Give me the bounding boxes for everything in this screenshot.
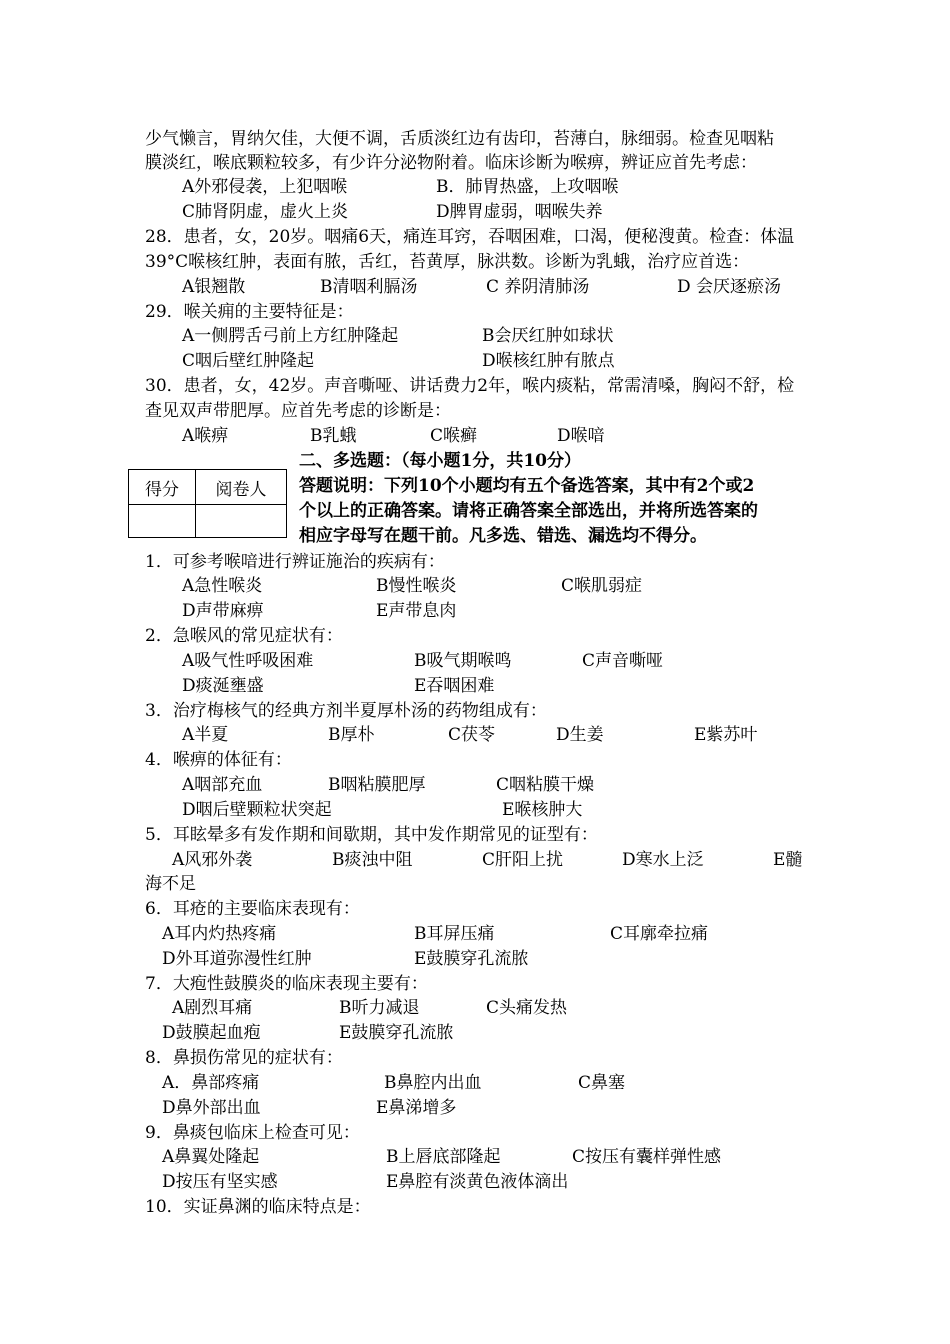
q30-option-d: D喉喑 [557,426,605,446]
q27-option-c: C肺肾阴虚，虚火上炎 [182,202,349,222]
m7-option-d: D鼓膜起血疱 [162,1023,261,1043]
m9-option-b: B上唇底部隆起 [386,1147,501,1167]
m3-option-b: B厚朴 [328,725,375,745]
m5-option-d: D寒水上泛 [622,850,704,870]
m2-option-c: C声音嘶哑 [582,651,664,671]
m5-stem: 5．耳眩晕多有发作期和间歇期，其中发作期常见的证型有： [145,825,598,845]
q27-option-d: D脾胃虚弱，咽喉失养 [436,202,603,222]
m1-option-d: D声带麻痹 [182,601,264,621]
m6-stem: 6．耳疮的主要临床表现有： [145,899,360,919]
q28-stem-line1: 28．患者，女，20岁。咽痛6天，痛连耳窍，吞咽困难，口渴，便秘溲黄。检查：体温 [145,227,795,247]
m2-option-d: D痰涎壅盛 [182,676,264,696]
m4-option-e: E喉核肿大 [502,800,583,820]
q29-option-c: C咽后壁红肿隆起 [182,351,315,371]
m1-option-a: A急性喉炎 [182,576,263,596]
q27-stem-line2: 膜淡红，喉底颗粒较多，有少许分泌物附着。临床诊断为喉痹，辨证应首先考虑： [145,153,757,173]
m1-stem: 1．可参考喉喑进行辨证施治的疾病有： [145,552,445,572]
q30-option-b: B乳蛾 [310,426,357,446]
m1-option-b: B慢性喉炎 [376,576,457,596]
q29-option-a: A一侧腭舌弓前上方红肿隆起 [182,326,399,346]
m1-option-e: E声带息肉 [376,601,457,621]
m8-option-c: C鼻塞 [578,1073,626,1093]
m4-stem: 4．喉痹的体征有： [145,750,292,770]
m3-option-d: D生姜 [556,725,604,745]
m2-option-a: A吸气性呼吸困难 [182,651,314,671]
section-title: 二、多选题：（每小题1分，共10分） [299,451,581,471]
m5-option-a: A风邪外袭 [172,850,253,870]
q30-stem-line1: 30．患者，女，42岁。声音嘶哑、讲话费力2年，喉内痰粘，常需清嗓，胸闷不舒，检 [145,376,795,396]
m6-option-c: C耳廓牵拉痛 [610,924,709,944]
m5-option-e-cont: 海不足 [145,874,196,894]
q29-stem: 29．喉关痈的主要特征是： [145,302,354,322]
score-value-cell [129,505,196,538]
m4-option-a: A咽部充血 [182,775,263,795]
q27-option-b: B．肺胃热盛，上攻咽喉 [436,177,619,197]
m9-stem: 9．鼻痰包临床上检查可见： [145,1123,360,1143]
instructions-line1: 答题说明：下列10个小题均有五个备选答案，其中有2个或2 [299,476,755,496]
m8-stem: 8．鼻损伤常见的症状有： [145,1048,343,1068]
m6-option-e: E鼓膜穿孔流脓 [414,949,529,969]
q27-option-a: A外邪侵袭，上犯咽喉 [182,177,348,197]
m1-option-c: C喉肌弱症 [561,576,643,596]
instructions-line3: 相应字母写在题干前。凡多选、错选、漏选均不得分。 [299,526,707,546]
m2-option-b: B吸气期喉鸣 [414,651,512,671]
m7-option-a: A剧烈耳痛 [172,998,253,1018]
m9-option-e: E鼻腔有淡黄色液体滴出 [386,1172,569,1192]
q30-option-a: A喉痹 [182,426,229,446]
q27-stem-line1: 少气懒言，胃纳欠佳，大便不调，舌质淡红边有齿印，苔薄白，脉细弱。检查见咽粘 [145,129,774,149]
m9-option-c: C按压有囊样弹性感 [572,1147,722,1167]
m6-option-b: B耳屏压痛 [414,924,495,944]
m5-option-e: E髓 [773,850,803,870]
q29-option-b: B会厌红肿如球状 [482,326,614,346]
m2-option-e: E吞咽困难 [414,676,495,696]
m9-option-a: A鼻翼处隆起 [162,1147,260,1167]
m5-option-c: C肝阳上扰 [482,850,564,870]
q28-option-b: B清咽利膈汤 [320,277,418,297]
m4-option-c: C咽粘膜干燥 [496,775,595,795]
m10-stem: 10．实证鼻渊的临床特点是： [145,1197,371,1217]
score-table [128,469,287,538]
q29-option-d: D喉核红肿有脓点 [482,351,615,371]
score-label-cell: 得分 [129,470,196,505]
m8-option-d: D鼻外部出血 [162,1098,261,1118]
m3-stem: 3．治疗梅核气的经典方剂半夏厚朴汤的药物组成有： [145,701,547,721]
m2-stem: 2．急喉风的常见症状有： [145,626,343,646]
m7-option-e: E鼓膜穿孔流脓 [339,1023,454,1043]
m7-option-b: B听力减退 [339,998,420,1018]
m7-option-c: C头痛发热 [486,998,568,1018]
m6-option-d: D外耳道弥漫性红肿 [162,949,312,969]
m8-option-e: E鼻涕增多 [376,1098,457,1118]
q28-option-a: A银翘散 [182,277,246,297]
m4-option-d: D咽后壁颗粒状突起 [182,800,332,820]
m8-option-b: B鼻腔内出血 [384,1073,482,1093]
m8-option-a: A．鼻部疼痛 [162,1073,260,1093]
m6-option-a: A耳内灼热疼痛 [162,924,277,944]
reviewer-value-cell [196,505,287,538]
m4-option-b: B咽粘膜肥厚 [328,775,426,795]
m3-option-a: A半夏 [182,725,229,745]
m9-option-d: D按压有坚实感 [162,1172,278,1192]
q28-option-d: D 会厌逐瘀汤 [677,277,782,297]
reviewer-label-cell: 阅卷人 [196,470,287,505]
q28-option-c: C 养阴清肺汤 [486,277,590,297]
m3-option-e: E紫苏叶 [694,725,758,745]
instructions-line2: 个以上的正确答案。请将正确答案全部选出，并将所选答案的 [299,501,758,521]
m3-option-c: C茯苓 [448,725,496,745]
m5-option-b: B痰浊中阻 [332,850,413,870]
q28-stem-line2: 39°C喉核红肿，表面有脓，舌红，苔黄厚，脉洪数。诊断为乳蛾，治疗应首选： [145,252,750,272]
q30-option-c: C喉癣 [430,426,478,446]
q30-stem-line2: 查见双声带肥厚。应首先考虑的诊断是： [145,401,451,421]
m7-stem: 7．大疱性鼓膜炎的临床表现主要有： [145,974,428,994]
